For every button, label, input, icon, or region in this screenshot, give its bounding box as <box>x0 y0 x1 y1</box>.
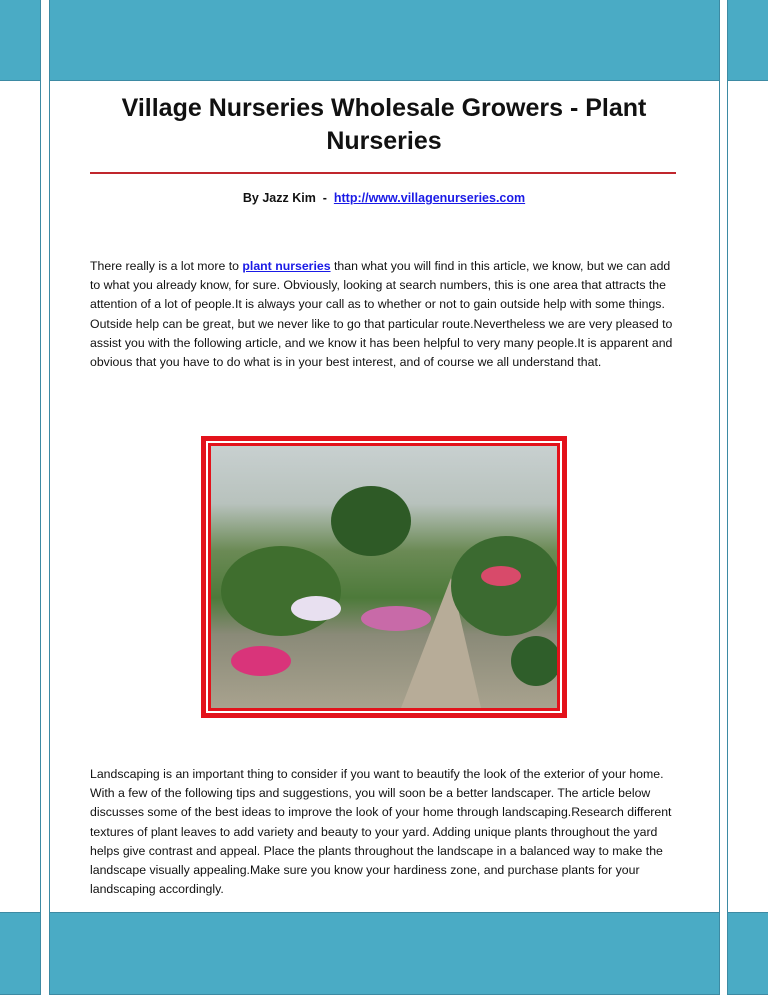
footer-band <box>728 912 768 994</box>
header-band <box>728 0 768 81</box>
text: There really is a lot more to <box>90 259 243 273</box>
header-band <box>50 0 719 81</box>
website-link[interactable]: http://www.villagenurseries.com <box>333 191 526 205</box>
left-margin-column <box>0 0 41 995</box>
title-divider <box>90 172 676 174</box>
byline <box>90 191 678 205</box>
text: than what you will find in this article, we know, but we can add to what you already know, for sure. Obviously, looking at search numbers, this is one area that attracts the attention of a lot of people.It is always your call as to whether or not to gain outside help with some things. Outside help can be great, but we never like to go that particular route.Nevertheless we are very pleased to assist you with the following article, and we know it has been helpful to very many people.It is apparent and obvious that you have to do what is in your best interest, and of course we all understand that. <box>90 259 673 370</box>
footer-band <box>0 912 40 994</box>
landscaping-paragraph: Landscaping is an important thing to consider if you want to beautify the look of the exterior of your home. With a few of the following tips and suggestions, you will soon be a better landscaper. The article below discusses some of the best ideas to improve the look of your home through landscaping.Research different textures of plant leaves to add variety and beauty to your yard. Adding unique plants throughout the yard helps give contrast and appeal. Place the plants throughout the landscape in a balanced way to make the landscape visually appealing.Make sure you know your hardiness zone, and purchase plants for your landscaping accordingly. <box>90 767 672 897</box>
plant-nurseries-link[interactable]: plant nurseries <box>242 259 331 273</box>
author: By Jazz Kim - <box>242 191 334 205</box>
intro-paragraph <box>90 257 680 372</box>
header-band <box>0 0 40 81</box>
page-title: Village Nurseries Wholesale Growers - Plant Nurseries <box>121 94 647 155</box>
nursery-greenhouse-photo <box>201 436 567 718</box>
footer-band <box>50 912 719 994</box>
right-margin-column <box>727 0 768 995</box>
